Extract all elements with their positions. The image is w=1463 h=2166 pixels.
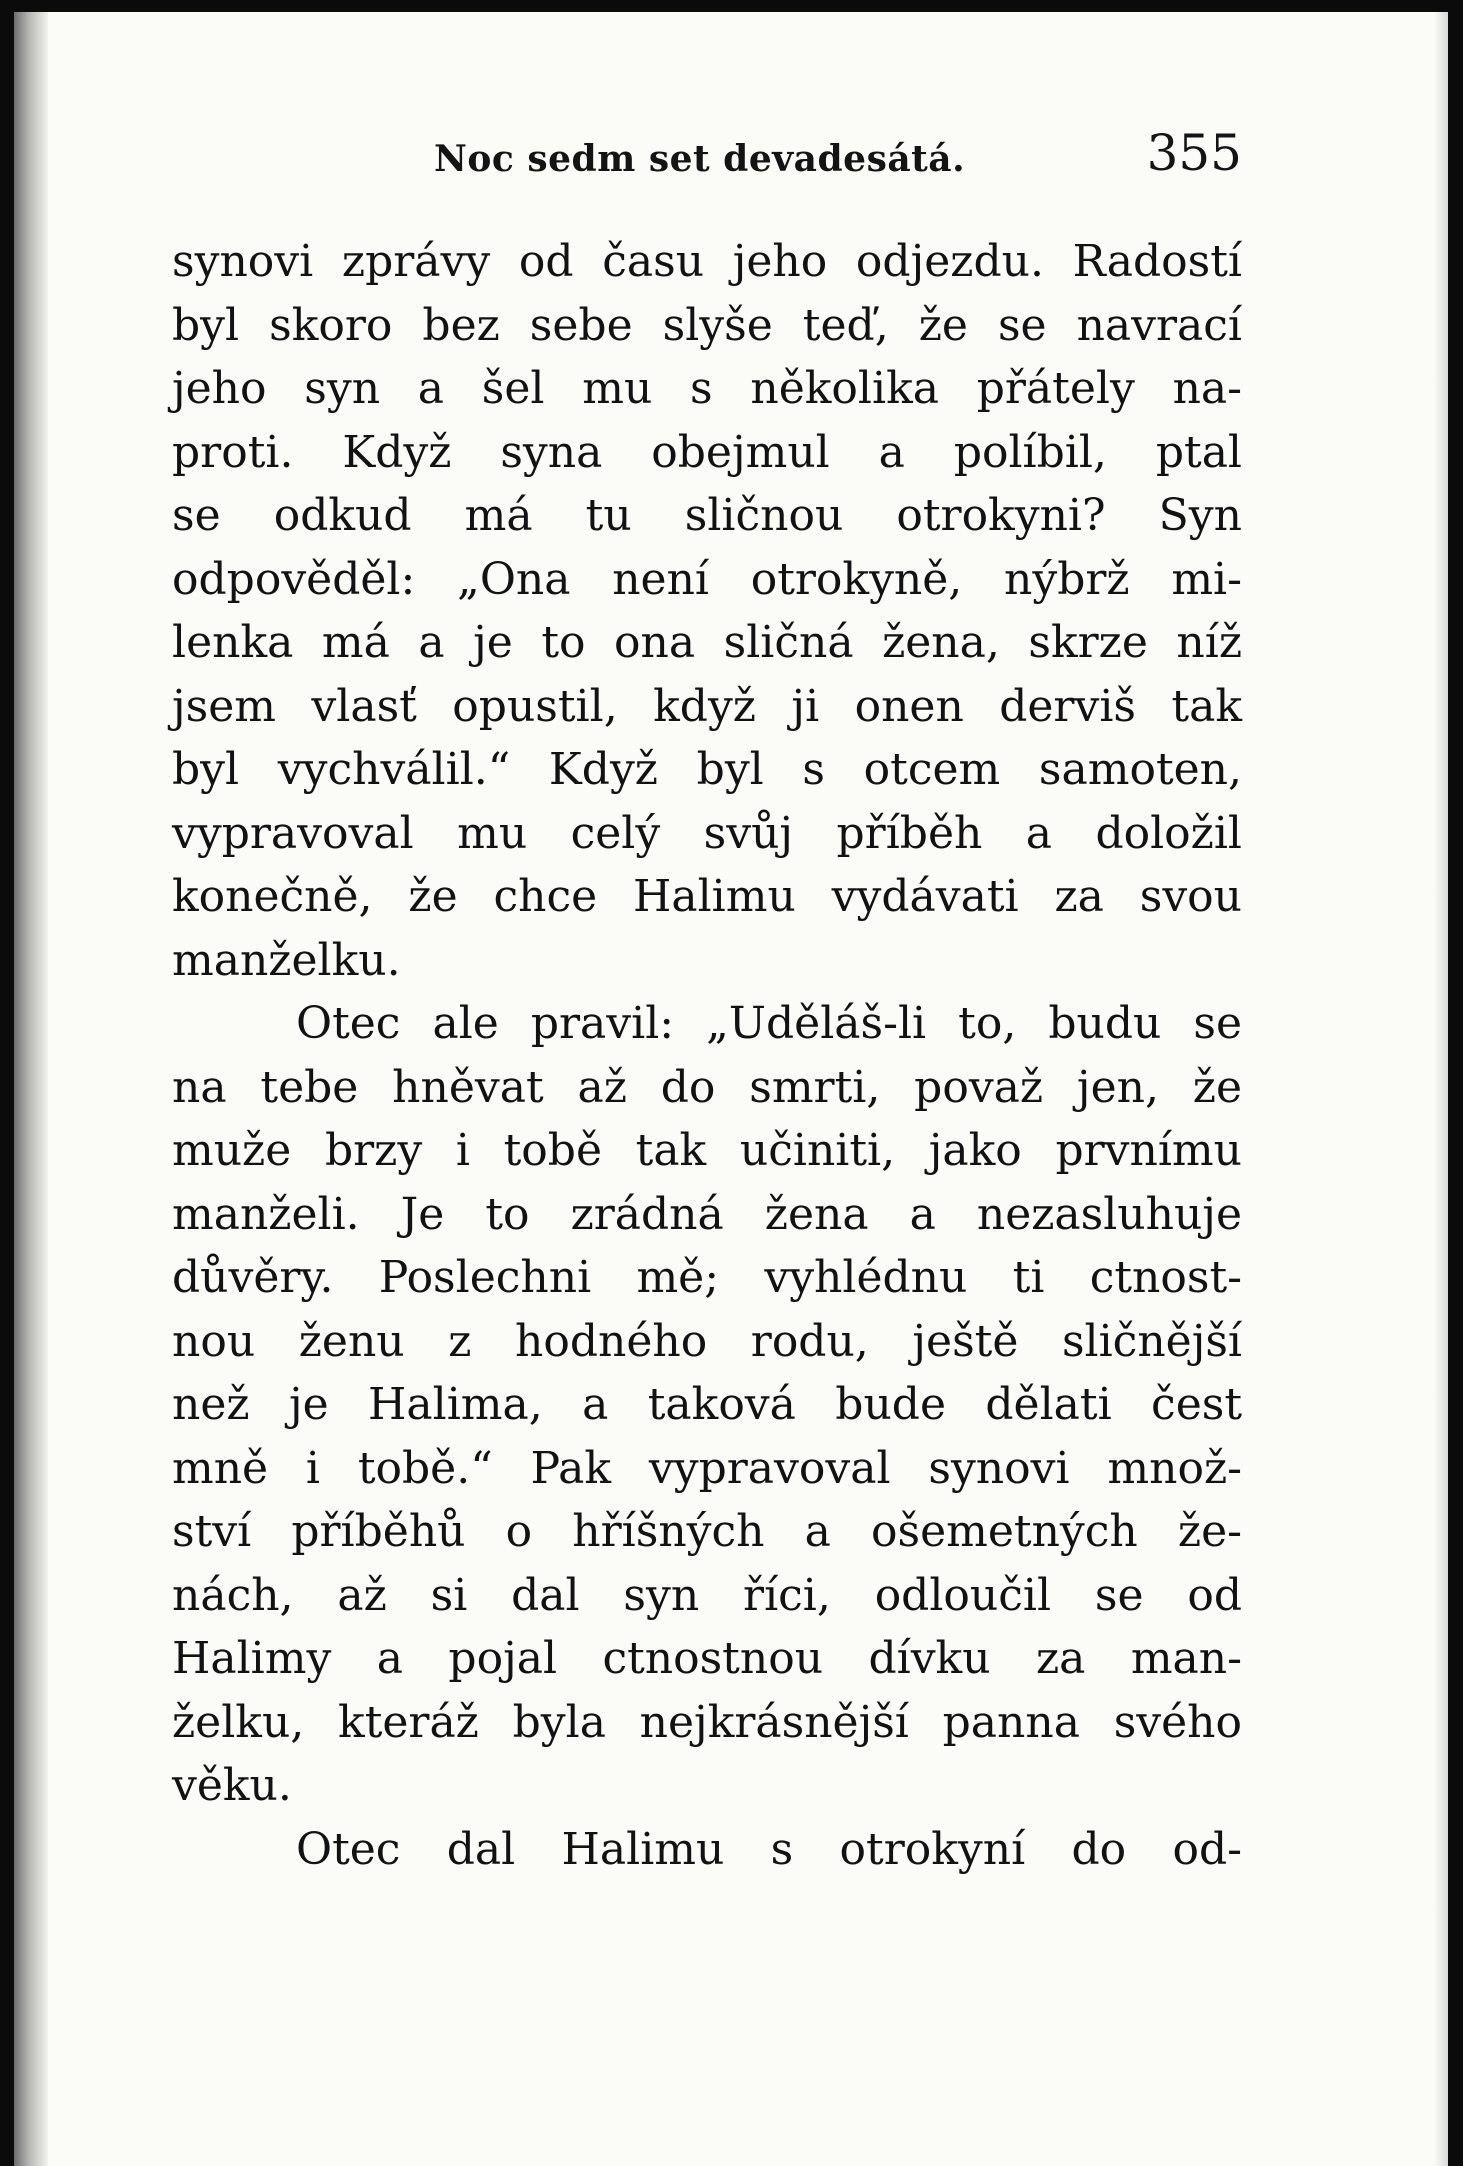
page-number: 355 [1146, 124, 1242, 182]
text-line: vypravoval mu celý svůj příběh a doložil [172, 807, 1242, 859]
text-line: jsem vlasť opustil, když ji onen derviš tak [172, 680, 1242, 732]
text-line: konečně, že chce Halimu vydávati za svou [172, 871, 1242, 922]
text-line: byl skoro bez sebe slyše teď, že se navrací [172, 299, 1242, 351]
text-line: se odkud má tu sličnou otrokyni? Syn [172, 490, 1242, 541]
page-header [434, 124, 1242, 194]
text-line: nou ženu z hodného rodu, ještě sličnější [172, 1315, 1242, 1367]
text-line: synovi zprávy od času jeho odjezdu. Radostí [172, 236, 1242, 287]
text-line: želku, kteráž byla nejkrásnější panna svého [172, 1696, 1242, 1748]
text-line: jeho syn a šel mu s několika přátely na- [172, 363, 1242, 414]
page-edge-shadow [1434, 12, 1448, 2166]
text-line: nách, až si dal syn říci, odloučil se od [172, 1569, 1242, 1621]
text-line: Halimy a pojal ctnostnou dívku za man- [172, 1633, 1242, 1684]
paragraph-end-line: věku. [172, 1760, 292, 1811]
text-line: proti. Když syna obejmul a políbil, ptal [172, 426, 1242, 478]
paragraph-end-line: manželku. [172, 934, 401, 986]
text-line: manželi. Je to zrádná žena a nezasluhuje [172, 1188, 1242, 1240]
book-page [14, 12, 1448, 2166]
text-line: důvěry. Poslechni mě; vyhlédnu ti ctnost- [172, 1252, 1242, 1303]
text-line: muže brzy i tobě tak učiniti, jako prvnímu [172, 1125, 1242, 1176]
paragraph-start-line: Otec ale pravil: „Uděláš-li to, budu se [296, 998, 1242, 1049]
body-text [172, 230, 1242, 1881]
text-line: lenka má a je to ona sličná žena, skrze níž [172, 617, 1242, 668]
running-title: Noc sedm set devadesátá. [434, 138, 966, 180]
text-line: na tebe hněvat až do smrti, považ jen, že [172, 1061, 1242, 1113]
text-line: mně i tobě.“ Pak vypravoval synovi množ- [172, 1442, 1242, 1494]
page-gutter-shadow [14, 12, 48, 2166]
paragraph-start-line: Otec dal Halimu s otrokyní do od- [296, 1823, 1242, 1875]
text-line: než je Halima, a taková bude dělati čest [172, 1379, 1242, 1430]
text-line: byl vychválil.“ Když byl s otcem samoten, [172, 744, 1242, 795]
text-line: odpověděl: „Ona není otrokyně, nýbrž mi- [172, 553, 1242, 605]
text-line: ství příběhů o hříšných a ošemetných že- [172, 1506, 1242, 1557]
